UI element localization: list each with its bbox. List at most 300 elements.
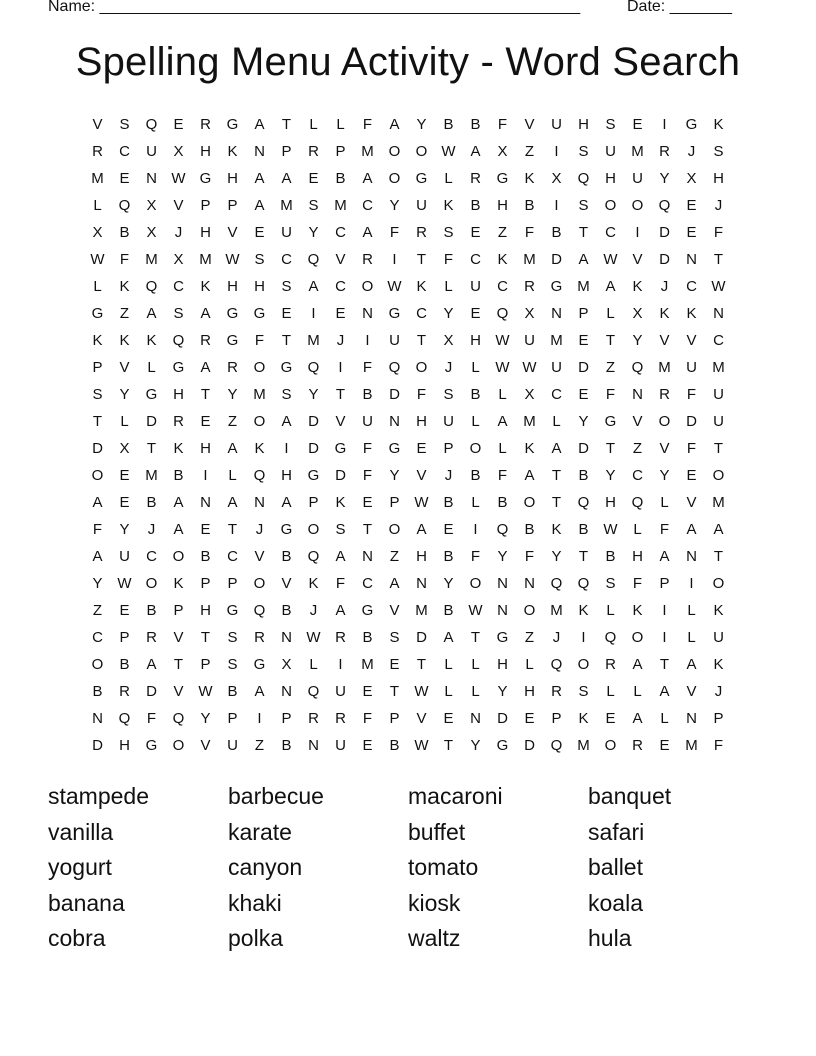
grid-letter: A [362, 224, 373, 241]
grid-letter: H [227, 278, 238, 295]
grid-letter: K [308, 575, 319, 592]
grid-letter: K [119, 332, 130, 349]
grid-row [84, 141, 732, 168]
grid-letter: U [335, 683, 346, 700]
grid-letter: D [416, 629, 427, 646]
grid-letter: B [443, 116, 454, 133]
grid-letter: A [416, 521, 427, 538]
grid-letter: T [713, 440, 724, 457]
grid-letter: A [551, 440, 562, 457]
grid-letter: L [147, 359, 156, 376]
grid-row [84, 249, 732, 276]
grid-letter: G [253, 305, 266, 322]
grid-letter: V [335, 413, 346, 430]
grid-letter: W [414, 737, 429, 754]
grid-row [84, 168, 732, 195]
grid-letter: L [444, 656, 453, 673]
grid-letter: H [605, 494, 616, 511]
grid-letter: M [550, 602, 563, 619]
grid-letter: F [146, 710, 157, 727]
grid-letter: T [200, 629, 211, 646]
grid-letter: Q [496, 305, 509, 322]
grid-letter: N [497, 602, 508, 619]
grid-letter: A [335, 548, 346, 565]
grid-letter: E [686, 197, 697, 214]
grid-letter: U [686, 359, 697, 376]
grid-letter: F [362, 710, 373, 727]
grid-letter: Q [307, 251, 320, 268]
grid-letter: N [686, 251, 697, 268]
grid-letter: I [689, 575, 694, 592]
grid-letter: C [497, 278, 508, 295]
grid-letter: Q [172, 332, 185, 349]
grid-letter: D [659, 224, 670, 241]
grid-letter: L [471, 413, 480, 430]
grid-letter: B [281, 602, 292, 619]
grid-letter: M [91, 170, 104, 187]
grid-letter: B [389, 737, 400, 754]
grid-letter: B [92, 683, 103, 700]
grid-letter: M [361, 143, 374, 160]
grid-letter: D [551, 251, 562, 268]
grid-letter: Q [253, 467, 266, 484]
grid-letter: T [227, 521, 238, 538]
grid-letter: N [92, 710, 103, 727]
grid-letter: Q [577, 494, 590, 511]
grid-letter: E [200, 413, 211, 430]
grid-letter: A [578, 251, 589, 268]
grid-letter: T [173, 656, 184, 673]
grid-letter: O [577, 656, 590, 673]
grid-letter: T [578, 548, 589, 565]
grid-letter: A [227, 494, 238, 511]
grid-letter: S [335, 521, 346, 538]
grid-letter: W [495, 359, 510, 376]
grid-letter: W [225, 251, 240, 268]
grid-letter: C [92, 629, 103, 646]
grid-letter: Y [389, 197, 400, 214]
grid-letter: Q [253, 602, 266, 619]
grid-letter: U [146, 143, 157, 160]
grid-letter: B [470, 467, 481, 484]
grid-letter: W [603, 521, 618, 538]
grid-letter: M [415, 602, 428, 619]
grid-letter: P [281, 143, 292, 160]
grid-letter: M [577, 278, 590, 295]
grid-letter: C [686, 278, 697, 295]
grid-letter: X [551, 170, 562, 187]
grid-letter: C [146, 548, 157, 565]
grid-letter: I [473, 521, 478, 538]
grid-letter: G [361, 602, 374, 619]
grid-letter: S [92, 386, 103, 403]
grid-letter: H [416, 413, 427, 430]
grid-letter: L [444, 683, 453, 700]
grid-letter: K [713, 116, 724, 133]
grid-letter: N [362, 548, 373, 565]
grid-letter: K [632, 278, 643, 295]
grid-letter: Q [118, 710, 131, 727]
grid-letter: U [713, 629, 724, 646]
grid-letter: U [605, 143, 616, 160]
word-bank-item: khaki [228, 889, 282, 916]
grid-letter: E [362, 494, 373, 511]
grid-letter: W [387, 278, 402, 295]
grid-letter: Y [659, 170, 670, 187]
grid-letter: X [443, 332, 454, 349]
grid-letter: S [281, 278, 292, 295]
grid-row [84, 627, 732, 654]
grid-letter: L [309, 656, 318, 673]
grid-letter: B [146, 494, 157, 511]
grid-letter: A [605, 278, 616, 295]
grid-row [84, 492, 732, 519]
grid-letter: T [281, 332, 292, 349]
grid-letter: N [362, 305, 373, 322]
grid-letter: V [632, 413, 643, 430]
grid-letter: R [551, 683, 562, 700]
grid-letter: U [551, 359, 562, 376]
grid-letter: P [551, 710, 562, 727]
grid-letter: J [714, 197, 723, 214]
word-bank-item: tomato [408, 854, 479, 880]
grid-letter: K [578, 602, 589, 619]
grid-letter: G [172, 359, 185, 376]
grid-letter: A [524, 467, 535, 484]
grid-letter: S [605, 116, 616, 133]
grid-letter: S [578, 143, 589, 160]
grid-letter: E [119, 170, 130, 187]
grid-letter: G [145, 386, 158, 403]
grid-letter: C [362, 197, 373, 214]
grid-letter: Y [119, 386, 130, 403]
grid-letter: B [605, 548, 616, 565]
grid-letter: V [416, 710, 427, 727]
grid-row [84, 222, 732, 249]
grid-letter: U [524, 332, 535, 349]
grid-letter: Y [308, 224, 319, 241]
grid-letter: L [606, 683, 615, 700]
grid-letter: T [335, 386, 346, 403]
word-bank-item: macaroni [408, 783, 503, 809]
grid-letter: V [335, 251, 346, 268]
grid-letter: P [578, 305, 589, 322]
grid-letter: E [632, 116, 643, 133]
grid-letter: R [227, 359, 238, 376]
grid-letter: D [686, 413, 697, 430]
grid-letter: W [441, 143, 456, 160]
grid-letter: X [686, 170, 697, 187]
grid-letter: F [713, 224, 724, 241]
grid-letter: G [280, 359, 293, 376]
grid-letter: Q [145, 278, 158, 295]
grid-letter: S [443, 224, 454, 241]
grid-letter: L [498, 386, 507, 403]
grid-letter: H [524, 683, 535, 700]
grid-letter: P [713, 710, 724, 727]
grid-letter: R [92, 143, 103, 160]
grid-letter: G [226, 602, 239, 619]
grid-letter: Q [388, 359, 401, 376]
grid-letter: N [416, 575, 427, 592]
word-bank-item: koala [588, 889, 643, 916]
grid-letter: Y [497, 548, 508, 565]
grid-letter: Z [524, 629, 535, 646]
grid-letter: G [307, 467, 320, 484]
grid-letter: H [632, 548, 643, 565]
grid-letter: F [362, 440, 373, 457]
grid-letter: B [281, 548, 292, 565]
grid-letter: D [578, 359, 589, 376]
grid-letter: V [173, 197, 184, 214]
grid-letter: O [91, 467, 104, 484]
grid-letter: H [605, 170, 616, 187]
name-field-label: Name: ______________________________________________________ [48, 0, 581, 15]
grid-letter: N [686, 548, 697, 565]
grid-letter: Q [631, 359, 644, 376]
grid-letter: J [444, 359, 453, 376]
grid-letter: R [308, 710, 319, 727]
grid-letter: M [550, 332, 563, 349]
grid-letter: H [497, 656, 508, 673]
grid-letter: G [496, 737, 509, 754]
grid-letter: D [92, 440, 103, 457]
grid-letter: G [226, 305, 239, 322]
grid-letter: F [524, 548, 535, 565]
grid-letter: T [605, 440, 616, 457]
grid-letter: I [203, 467, 208, 484]
grid-letter: L [120, 413, 129, 430]
grid-letter: Z [389, 548, 400, 565]
grid-letter: G [550, 278, 563, 295]
grid-letter: Q [307, 359, 320, 376]
grid-letter: R [362, 251, 373, 268]
grid-letter: C [281, 251, 292, 268]
grid-letter: T [362, 521, 373, 538]
grid-letter: L [606, 602, 615, 619]
grid-letter: B [524, 521, 535, 538]
grid-letter: A [470, 143, 481, 160]
grid-letter: K [632, 602, 643, 619]
grid-letter: E [605, 710, 616, 727]
grid-letter: O [415, 143, 428, 160]
date-field-label: Date: _______ [627, 0, 732, 15]
grid-letter: M [712, 494, 725, 511]
grid-letter: Q [145, 116, 158, 133]
grid-letter: B [173, 467, 184, 484]
grid-letter: U [443, 413, 454, 430]
grid-letter: V [686, 683, 697, 700]
grid-letter: U [551, 116, 562, 133]
grid-letter: F [362, 359, 373, 376]
grid-letter: A [146, 656, 157, 673]
grid-letter: Y [578, 413, 589, 430]
grid-letter: B [497, 494, 508, 511]
grid-letter: R [524, 278, 535, 295]
grid-letter: V [200, 737, 211, 754]
grid-letter: D [389, 386, 400, 403]
grid-letter: D [92, 737, 103, 754]
grid-letter: E [200, 521, 211, 538]
grid-letter: Q [550, 737, 563, 754]
grid-letter: L [444, 170, 453, 187]
grid-letter: A [659, 548, 670, 565]
grid-letter: K [713, 656, 724, 673]
grid-letter: D [335, 467, 346, 484]
grid-letter: R [659, 143, 670, 160]
grid-letter: E [362, 683, 373, 700]
grid-letter: W [711, 278, 726, 295]
grid-letter: U [362, 413, 373, 430]
grid-letter: U [335, 737, 346, 754]
grid-letter: Y [308, 386, 319, 403]
grid-letter: V [686, 332, 697, 349]
grid-row [84, 384, 732, 411]
grid-letter: O [604, 197, 617, 214]
grid-letter: F [119, 251, 130, 268]
grid-letter: G [253, 656, 266, 673]
grid-letter: Y [551, 548, 562, 565]
grid-letter: F [470, 548, 481, 565]
grid-letter: H [281, 467, 292, 484]
grid-letter: F [497, 116, 508, 133]
grid-letter: L [498, 440, 507, 457]
grid-row [84, 681, 732, 708]
word-bank-item: karate [228, 818, 292, 845]
grid-letter: O [415, 359, 428, 376]
word-bank-item: hula [588, 925, 632, 951]
word-bank-item: kiosk [408, 889, 461, 916]
grid-letter: D [146, 413, 157, 430]
grid-letter: Y [632, 332, 643, 349]
grid-letter: E [578, 332, 589, 349]
grid-letter: I [662, 116, 667, 133]
grid-letter: W [306, 629, 321, 646]
grid-letter: J [147, 521, 156, 538]
grid-letter: I [338, 656, 343, 673]
grid-letter: P [173, 602, 184, 619]
grid-letter: M [361, 656, 374, 673]
grid-letter: O [388, 170, 401, 187]
grid-letter: Z [92, 602, 103, 619]
grid-letter: H [713, 170, 724, 187]
grid-letter: A [281, 494, 292, 511]
grid-letter: A [200, 359, 211, 376]
grid-letter: X [173, 251, 184, 268]
grid-letter: C [632, 467, 643, 484]
grid-letter: G [388, 440, 401, 457]
grid-letter: Q [172, 710, 185, 727]
word-bank-item: canyon [228, 854, 303, 880]
grid-letter: X [146, 197, 157, 214]
grid-letter: K [713, 602, 724, 619]
grid-letter: D [497, 710, 508, 727]
grid-letter: N [254, 494, 265, 511]
grid-letter: E [389, 656, 400, 673]
grid-letter: T [578, 224, 589, 241]
grid-letter: K [578, 710, 589, 727]
grid-letter: T [659, 656, 670, 673]
grid-letter: Q [658, 197, 671, 214]
grid-letter: H [119, 737, 130, 754]
grid-letter: A [686, 521, 697, 538]
grid-letter: Q [118, 197, 131, 214]
grid-letter: N [497, 575, 508, 592]
grid-letter: B [443, 494, 454, 511]
grid-letter: T [605, 332, 616, 349]
grid-letter: H [254, 278, 265, 295]
grid-letter: T [146, 440, 157, 457]
grid-letter: A [254, 197, 265, 214]
grid-letter: F [92, 521, 103, 538]
word-bank-item: safari [588, 818, 645, 845]
grid-letter: K [551, 521, 562, 538]
header [48, 0, 748, 20]
grid-letter: T [713, 251, 724, 268]
grid-letter: E [470, 224, 481, 241]
grid-letter: A [632, 656, 643, 673]
grid-letter: P [200, 656, 211, 673]
grid-letter: Q [577, 575, 590, 592]
grid-letter: R [254, 629, 265, 646]
grid-letter: X [92, 224, 103, 241]
grid-letter: M [712, 359, 725, 376]
grid-letter: T [416, 251, 427, 268]
grid-letter: N [254, 143, 265, 160]
grid-letter: V [389, 602, 400, 619]
letter-grid [84, 114, 732, 762]
grid-letter: T [470, 629, 481, 646]
grid-letter: K [335, 494, 346, 511]
grid-letter: T [551, 494, 562, 511]
grid-letter: H [200, 440, 211, 457]
grid-letter: R [335, 629, 346, 646]
grid-letter: P [443, 440, 454, 457]
grid-letter: X [119, 440, 130, 457]
grid-letter: F [632, 575, 643, 592]
grid-letter: F [443, 251, 454, 268]
grid-letter: B [119, 224, 130, 241]
word-bank-item: barbecue [228, 783, 324, 809]
grid-letter: X [281, 656, 292, 673]
grid-letter: O [172, 737, 185, 754]
grid-letter: L [633, 521, 642, 538]
grid-letter: F [497, 467, 508, 484]
grid-letter: H [173, 386, 184, 403]
grid-letter: H [200, 143, 211, 160]
grid-letter: Q [550, 656, 563, 673]
grid-letter: I [554, 197, 559, 214]
grid-letter: E [119, 602, 130, 619]
grid-letter: J [444, 467, 453, 484]
grid-letter: T [281, 116, 292, 133]
grid-letter: S [578, 197, 589, 214]
grid-letter: M [307, 332, 320, 349]
grid-letter: E [362, 737, 373, 754]
grid-letter: T [416, 332, 427, 349]
word-bank-item: banana [48, 889, 125, 916]
grid-letter: T [713, 548, 724, 565]
grid-letter: K [659, 305, 670, 322]
grid-letter: A [443, 629, 454, 646]
grid-row [84, 654, 732, 681]
grid-letter: K [524, 440, 535, 457]
grid-letter: G [496, 170, 509, 187]
grid-letter: W [198, 683, 213, 700]
grid-letter: A [308, 278, 319, 295]
grid-letter: O [631, 197, 644, 214]
grid-letter: E [524, 710, 535, 727]
